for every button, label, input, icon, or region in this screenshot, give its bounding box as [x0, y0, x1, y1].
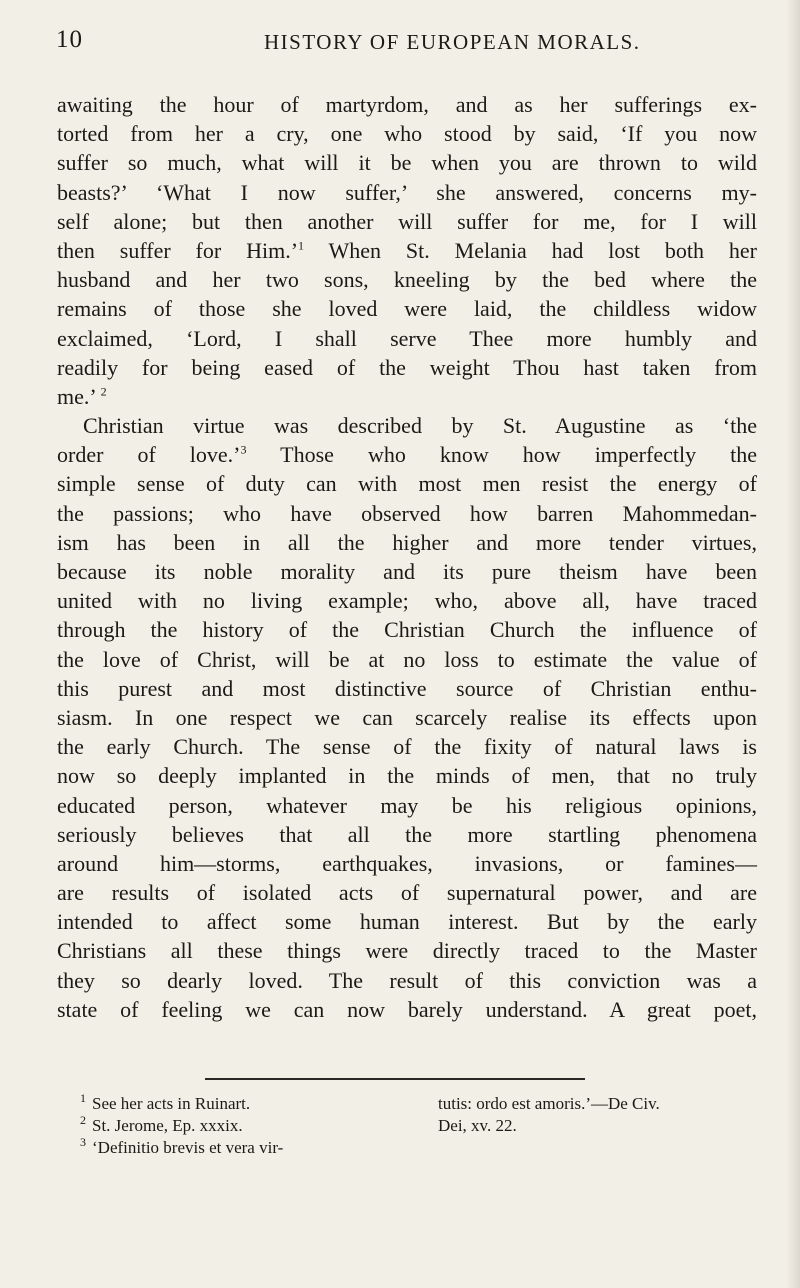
text-line: torted from her a cry, one who stood by said, ‘If you now: [57, 121, 757, 147]
text-fragment: me.’: [57, 383, 96, 409]
text-line: ism has been in all the higher and more tender virtues,: [57, 529, 757, 555]
running-head: [56, 26, 756, 60]
footnote-mark: 2: [80, 1113, 86, 1128]
footnote-divider: [205, 1078, 585, 1080]
footnotes: [80, 1093, 740, 1159]
footnote-2: [80, 1115, 243, 1137]
page-number: 10: [56, 26, 83, 53]
text-line: intended to affect some human interest. But by the early: [57, 909, 757, 935]
text-line: seriously believes that all the more startling phenomena: [57, 821, 757, 847]
text-line: the early Church. The sense of the fixity of natural laws is: [57, 734, 757, 760]
text-line-with-footnote-ref: [57, 440, 757, 469]
text-line: remains of those she loved were laid, the childless widow: [57, 296, 757, 322]
text-line: husband and her two sons, kneeling by the bed where the: [57, 267, 757, 293]
text-line: Christians all these things were directly traced to the Master: [57, 938, 757, 964]
text-line: now so deeply implanted in the minds of men, that no truly: [57, 763, 757, 789]
text-line: around him—storms, earthquakes, invasions, or famines—: [57, 850, 757, 876]
text-line: self alone; but then another will suffer for me, for I will: [57, 208, 757, 234]
text-line: simple sense of duty can with most men resist the energy of: [57, 471, 757, 497]
text-line: through the history of the Christian Church the influence of: [57, 617, 757, 643]
page-edge-shadow: [786, 0, 800, 1288]
text-fragment: When St. Melania had lost both her: [304, 237, 757, 263]
text-line: awaiting the hour of martyrdom, and as her sufferings ex-: [57, 92, 757, 117]
text-line: beasts?’ ‘What I now suffer,’ she answered, concerns my-: [57, 179, 757, 205]
footnote-row: [80, 1115, 740, 1137]
footnote-3: [80, 1137, 283, 1159]
footnote-ref-3: 3: [240, 442, 247, 457]
text-line: this purest and most distinctive source of Christian enthu-: [57, 675, 757, 701]
footnote-continuation: Dei, xv. 22.: [438, 1116, 517, 1135]
text-line: they so dearly loved. The result of this conviction was a: [57, 967, 757, 993]
text-fragment: then suffer for Him.’: [57, 237, 299, 263]
text-fragment: Those who know how imperfectly the: [246, 442, 757, 468]
text-line: the love of Christ, will be at no loss to estimate the value of: [57, 646, 757, 672]
running-title: HISTORY OF EUROPEAN MORALS.: [264, 30, 641, 54]
footnote-mark: 1: [80, 1091, 86, 1106]
text-line-with-footnote-ref: [57, 382, 757, 411]
body-text: [57, 90, 757, 1024]
footnote-1: [80, 1093, 250, 1115]
text-line: educated person, whatever may be his religious opinions,: [57, 792, 757, 818]
text-line: suffer so much, what will it be when you are thrown to wild: [57, 150, 757, 176]
footnote-continuation: tutis: ordo est amoris.’—De Civ.: [438, 1094, 660, 1113]
paragraph-start-line: Christian virtue was described by St. Augustine as ‘the: [83, 413, 757, 439]
footnote-text: See her acts in Ruinart.: [92, 1094, 251, 1113]
text-line-with-footnote-ref: [57, 236, 757, 265]
footnote-row: [80, 1137, 740, 1159]
footnote-text: ‘Definitio brevis et vera vir-: [92, 1138, 284, 1157]
footnote-row: [80, 1093, 740, 1115]
text-fragment: order of love.’: [57, 442, 241, 468]
footnote-mark: 3: [80, 1135, 86, 1150]
text-line: because its noble morality and its pure theism have been: [57, 559, 757, 584]
footnote-ref-2: 2: [100, 384, 107, 399]
text-line: exclaimed, ‘Lord, I shall serve Thee more humbly and: [57, 325, 757, 351]
footnote-ref-1: 1: [298, 238, 305, 253]
text-line: united with no living example; who, above all, have traced: [57, 588, 757, 614]
text-line: siasm. In one respect we can scarcely realise its effects upon: [57, 704, 757, 730]
text-line: state of feeling we can now barely understand. A great poet,: [57, 996, 757, 1022]
text-line: the passions; who have observed how barren Mahommedan-: [57, 500, 757, 526]
footnote-text: St. Jerome, Ep. xxxix.: [92, 1116, 243, 1135]
text-line: are results of isolated acts of supernatural power, and are: [57, 880, 757, 906]
text-line: readily for being eased of the weight Thou hast taken from: [57, 354, 757, 380]
